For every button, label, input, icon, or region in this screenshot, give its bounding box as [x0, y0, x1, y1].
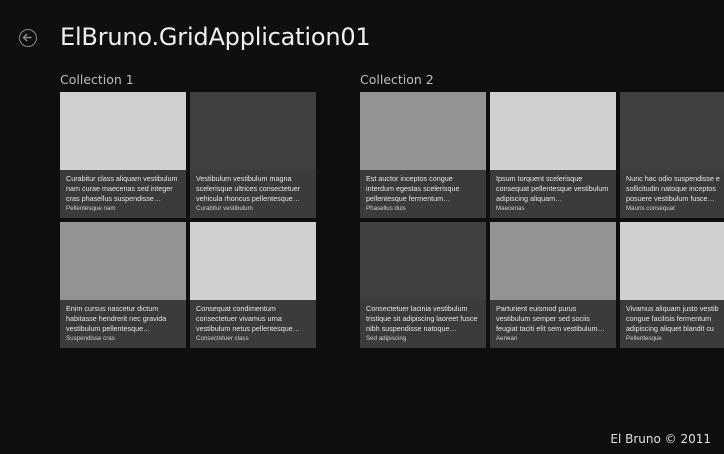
- tile-image: [620, 92, 724, 170]
- tile-description: Ipsum torquent scelerisque consequat pellentesque vestibulum adipiscing aliquam…: [496, 174, 609, 203]
- tile-caption: [490, 170, 616, 218]
- grid-item-tile[interactable]: [490, 92, 616, 218]
- tile-caption: [60, 300, 186, 348]
- tile-subtitle: Pellentesque: [626, 335, 662, 342]
- grid-item-tile[interactable]: [360, 222, 486, 348]
- grid-item-tile[interactable]: [190, 92, 316, 218]
- tile-image: [190, 92, 316, 170]
- tile-description: Consequat condimentum consectetuer vivamus urna vestibulum netus pellentesque…: [196, 304, 300, 333]
- tile-description: Consectetuer lacinia vestibulum tristique sit adipiscing laoreet fusce nibh suspendisse natoque…: [366, 304, 478, 333]
- tile-caption: [620, 170, 724, 218]
- tile-image: [60, 92, 186, 170]
- grid-item-tile[interactable]: [490, 222, 616, 348]
- tile-subtitle: Consectetuer class: [196, 335, 249, 342]
- tile-description: Vivamus aliquam justo vestib congue facilisis fermentum adipiscing aliquet blandit cu: [626, 304, 719, 333]
- grid-item-tile[interactable]: [360, 92, 486, 218]
- tile-description: Est auctor inceptos congue interdum egestas scelerisque pellentesque fermentum…: [366, 174, 460, 203]
- tile-description: Enim cursus nascetur dictum habitasse hendrerit nec gravida vestibulum pellentesque…: [66, 304, 167, 333]
- tile-subtitle: Sed adipiscing: [366, 335, 407, 342]
- tile-image: [490, 92, 616, 170]
- collection-header[interactable]: Collection 1: [60, 72, 134, 87]
- tile-caption: [360, 170, 486, 218]
- tile-description: Curabitur class aliquam vestibulum nam curae maecenas sed integer cras phasellus suspendisse…: [66, 174, 178, 203]
- tile-caption: [360, 300, 486, 348]
- tile-image: [360, 222, 486, 300]
- tile-image: [620, 222, 724, 300]
- collection-grid: [60, 92, 316, 348]
- tile-subtitle: Suspendisse cras: [66, 335, 115, 342]
- tile-image: [360, 92, 486, 170]
- back-arrow-icon: [20, 30, 35, 45]
- tile-caption: [190, 170, 316, 218]
- tile-subtitle: Phasellus duis: [366, 205, 406, 212]
- collection-group-2: [360, 72, 720, 342]
- tile-subtitle: Pellentesque nam: [66, 205, 116, 212]
- collection-group-1: [60, 72, 301, 342]
- tile-caption: [490, 300, 616, 348]
- tile-subtitle: Curabitur vestibulum: [196, 205, 253, 212]
- grid-item-tile[interactable]: [620, 222, 724, 348]
- tile-subtitle: Mauris consequat: [626, 205, 675, 212]
- tile-caption: [190, 300, 316, 348]
- tile-caption: [60, 170, 186, 218]
- tile-subtitle: Maecenas: [496, 205, 525, 212]
- tile-image: [60, 222, 186, 300]
- tile-caption: [620, 300, 724, 348]
- grid-item-tile[interactable]: [620, 92, 724, 218]
- back-button[interactable]: [19, 29, 37, 47]
- page-title: ElBruno.GridApplication01: [60, 23, 371, 51]
- tile-description: Nunc hac odio suspendisse e sollicitudin natoque inceptos posuere vestibulum fusce…: [626, 174, 720, 203]
- grid-item-tile[interactable]: [60, 222, 186, 348]
- copyright-footer: El Bruno © 2011: [610, 432, 711, 446]
- grid-item-tile[interactable]: [190, 222, 316, 348]
- collection-grid: [360, 92, 724, 348]
- grid-item-tile[interactable]: [60, 92, 186, 218]
- tile-image: [490, 222, 616, 300]
- tile-image: [190, 222, 316, 300]
- tile-description: Vestibulum vestibulum magna scelerisque ultrices consectetuer vehicula rhoncus pellentesque…: [196, 174, 301, 203]
- tile-subtitle: Aenean: [496, 335, 518, 342]
- collection-header[interactable]: Collection 2: [360, 72, 434, 87]
- tile-description: Parturient euismod purus vestibulum semper sed sociis feugiat taciti elit sem vestibulum…: [496, 304, 605, 333]
